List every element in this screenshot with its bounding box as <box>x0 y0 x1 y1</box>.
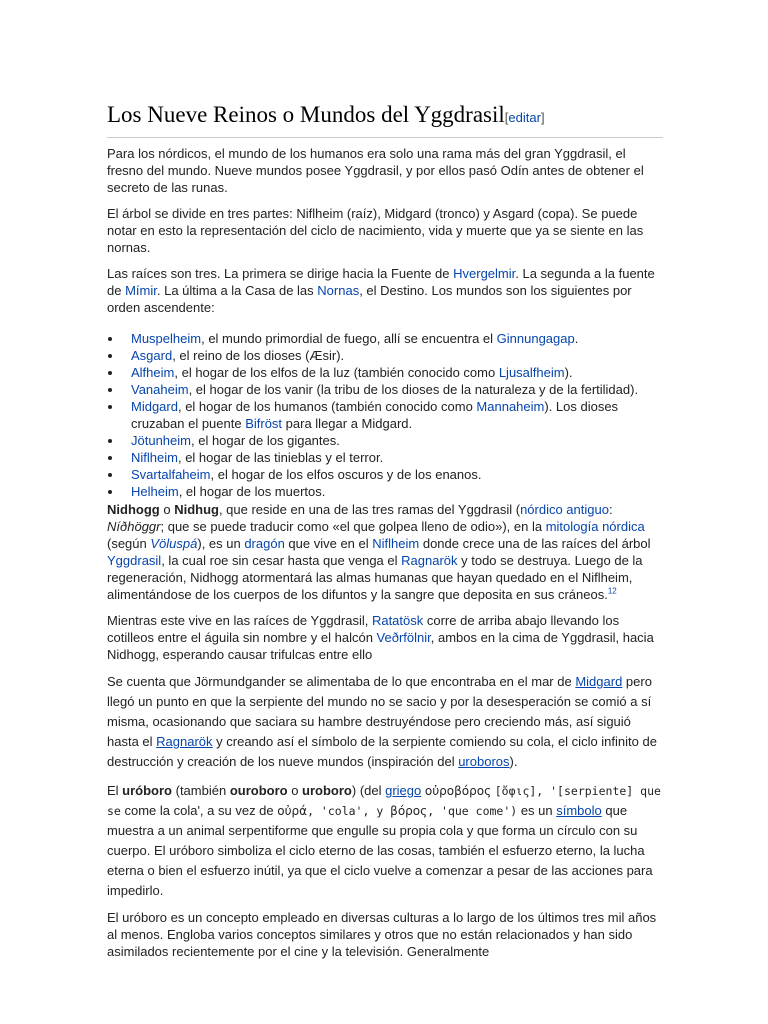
text: . La última a la Casa de las <box>156 283 318 298</box>
text: ). <box>509 754 518 769</box>
link-midgard[interactable]: Midgard <box>131 399 178 414</box>
bold-term: uróboro <box>122 783 172 798</box>
link-mitologia-nordica[interactable]: mitología nórdica <box>545 519 645 534</box>
paragraph-ratatosk <box>107 612 663 663</box>
list-item <box>107 432 663 449</box>
text: que vive en el <box>284 536 373 551</box>
link-dragon[interactable]: dragón <box>244 536 285 551</box>
text: come la cola', a su vez de <box>120 803 278 818</box>
link-ginnungagap[interactable]: Ginnungagap <box>496 331 575 346</box>
text: ) (del <box>351 783 386 798</box>
list-item <box>107 330 663 347</box>
text: ). <box>564 365 573 380</box>
text: Mientras este vive en las raíces de Yggdrasil, <box>107 613 372 628</box>
bold-term: ouroboro <box>229 783 288 798</box>
text: . La segunda a la fuente de <box>107 266 655 298</box>
link-ljusalfheim[interactable]: Ljusalfheim <box>498 365 565 380</box>
list-item <box>107 381 663 398</box>
link-bifrost[interactable]: Bifröst <box>245 416 283 431</box>
text: (también <box>172 783 230 798</box>
text: El <box>107 783 123 798</box>
gloss-text: , 'que come') <box>427 804 518 818</box>
text: : <box>608 502 613 517</box>
list-item <box>107 364 663 381</box>
text: , que reside en una de las tres ramas del Yggdrasil ( <box>218 502 521 517</box>
text: , la cual roe sin cesar hasta que venga el <box>161 553 402 568</box>
section-heading <box>107 98 663 138</box>
link-nordico-antiguo[interactable]: nórdico antiguo <box>520 502 609 517</box>
bold-term: Nidhug <box>174 502 219 517</box>
link-mannaheim[interactable]: Mannaheim <box>476 399 545 414</box>
gloss-text: , 'cola', y <box>307 804 391 818</box>
link-vanaheim[interactable]: Vanaheim <box>131 382 189 397</box>
link-asgard[interactable]: Asgard <box>131 348 173 363</box>
text: , el Destino. Los mundos son los siguientes por orden ascendente: <box>107 283 632 315</box>
paragraph-tree-parts: El árbol se divide en tres partes: Niflheim (raíz), Midgard (tronco) y Asgard (copa). Se puede notar en esto la representación del ciclo de nacimiento, vida y muerte que ya se siente en las nornas. <box>107 206 644 255</box>
paragraph-roots <box>107 265 663 316</box>
text: Las raíces son tres. La primera se dirige hacia la Fuente de <box>107 266 454 281</box>
greek-word: οὐροβόρος <box>424 784 492 798</box>
section-title: Los Nueve Reinos o Mundos del Yggdrasil <box>107 102 505 127</box>
link-mimir[interactable]: Mímir <box>125 283 157 298</box>
link-griego[interactable]: griego <box>385 783 422 798</box>
link-alfheim[interactable]: Alfheim <box>131 365 175 380</box>
text: ), es un <box>197 536 245 551</box>
edit-link[interactable]: editar <box>508 110 541 125</box>
edit-section <box>505 110 545 125</box>
text: . <box>574 331 579 346</box>
text: ). Los dioses cruzaban el puente <box>131 399 619 431</box>
text: pero llegó un punto en que la serpiente del mundo no se sacio y por la desesperación se comió a sí misma, ocasionando que saciara su hambre destruyéndose pero creciendo más, así siguió hasta el <box>107 674 652 749</box>
link-simbolo[interactable]: símbolo <box>556 803 602 818</box>
greek-word: οὐρά <box>277 804 308 818</box>
text: (según <box>107 536 151 551</box>
text: o <box>159 502 175 517</box>
link-hvergelmir[interactable]: Hvergelmir <box>453 266 516 281</box>
text: , ambos en la cima de Yggdrasil, hacia Nidhogg, esperando causar trifulcas entre ello <box>107 630 654 662</box>
link-uroboros[interactable]: uroboros <box>458 754 510 769</box>
link-nornas[interactable]: Nornas <box>317 283 360 298</box>
text: para llegar a Midgard. <box>282 416 413 431</box>
italic-term: Níðhöggr <box>107 519 161 534</box>
paragraph-concepto: El uróboro es un concepto empleado en diversas culturas a lo largo de los últimos tres mil años al menos. Engloba varios conceptos similares y otros que no están relacionados y han sido asimilados recientemente por el cine y la televisión. Generalmente <box>107 910 657 959</box>
list-item <box>107 466 663 483</box>
text: , el hogar de los elfos oscuros y de los enanos. <box>210 467 482 482</box>
text: , el mundo primordial de fuego, allí se encuentra el <box>201 331 497 346</box>
text: , el hogar de los elfos de la luz (también conocido como <box>174 365 499 380</box>
text: , el hogar de los muertos. <box>178 484 326 499</box>
link-svartalfaheim[interactable]: Svartalfaheim <box>131 467 211 482</box>
list-item <box>107 347 663 364</box>
text: Se cuenta que Jörmundgander se alimentaba de lo que encontraba en el mar de <box>107 674 576 689</box>
text: ; que se puede traducir como «el que golpea lleno de odio»), en la <box>160 519 546 534</box>
bold-term: Nidhogg <box>107 502 160 517</box>
text: , el hogar de los gigantes. <box>190 433 340 448</box>
text: , el reino de los dioses (Æsir). <box>172 348 345 363</box>
greek-word: βόρος <box>390 804 428 818</box>
list-item <box>107 398 663 432</box>
text: y todo se destruya. Luego de la regeneración, Nidhogg atormentará las almas humanas que hayan quedado en el Niflheim, alimentándose de los cuerpos de los difuntos y la sangre que deposita en sus cráneos. <box>107 553 643 602</box>
list-item <box>107 449 663 466</box>
link-jotunheim[interactable]: Jötunheim <box>131 433 191 448</box>
link-muspelheim[interactable]: Muspelheim <box>131 331 202 346</box>
text: y creando así el símbolo de la serpiente comiendo su cola, el ciclo infinito de destrucción y creación de los nueve mundos (inspiración del <box>107 734 657 769</box>
link-niflheim-2[interactable]: Niflheim <box>372 536 420 551</box>
link-helheim[interactable]: Helheim <box>131 484 179 499</box>
bold-term: uroboro <box>302 783 352 798</box>
link-niflheim[interactable]: Niflheim <box>131 450 178 465</box>
text: o <box>287 783 303 798</box>
edit-bracket-open: [ <box>504 110 509 125</box>
article-content <box>107 98 663 960</box>
gloss-text: [ὄφις], '[serpiente] que se <box>107 784 661 818</box>
paragraph-uroboro <box>107 781 663 901</box>
link-vedrfolnir[interactable]: Veðrfölnir <box>376 630 431 645</box>
paragraph-nidhogg <box>107 501 663 603</box>
text: es un <box>517 803 557 818</box>
paragraph-jormungander <box>107 672 663 772</box>
text: , el hogar de los humanos (también conocido como <box>177 399 477 414</box>
reference-12[interactable]: 12 <box>607 586 617 596</box>
worlds-list <box>107 330 663 500</box>
edit-bracket-close: ] <box>540 110 545 125</box>
text: , el hogar de las tinieblas y el terror. <box>177 450 384 465</box>
text: donde crece una de las raíces del árbol <box>419 536 651 551</box>
list-item <box>107 483 663 500</box>
link-midgard-2[interactable]: Midgard <box>575 674 623 689</box>
link-ratatosk[interactable]: Ratatösk <box>371 613 424 628</box>
link-ragnarok[interactable]: Ragnarök <box>401 553 458 568</box>
link-ragnarok-2[interactable]: Ragnarök <box>156 734 213 749</box>
text: corre de arriba abajo llevando los cotilleos entre el águila sin nombre y el halcón <box>107 613 620 645</box>
link-voluspa[interactable]: Völuspá <box>150 536 198 551</box>
paragraph-intro: Para los nórdicos, el mundo de los humanos era solo una rama más del gran Yggdrasil, el fresno del mundo. Nueve mundos posee Yggdrasil, y por ellos pasó Odín antes de obtener el secreto de las runas. <box>107 146 644 195</box>
text: , el hogar de los vanir (la tribu de los dioses de la naturaleza y de la fertilidad). <box>188 382 639 397</box>
link-yggdrasil[interactable]: Yggdrasil <box>107 553 162 568</box>
text: que muestra a un animal serpentiforme que engulle su propia cola y que forma un círculo con su cuerpo. El uróboro simboliza el ciclo eterno de las cosas, también el esfuerzo eterno, la lucha eterna o bien el esfuerzo inútil, ya que el ciclo vuelve a comenzar a pesar de las acciones para impedirlo. <box>107 803 653 898</box>
